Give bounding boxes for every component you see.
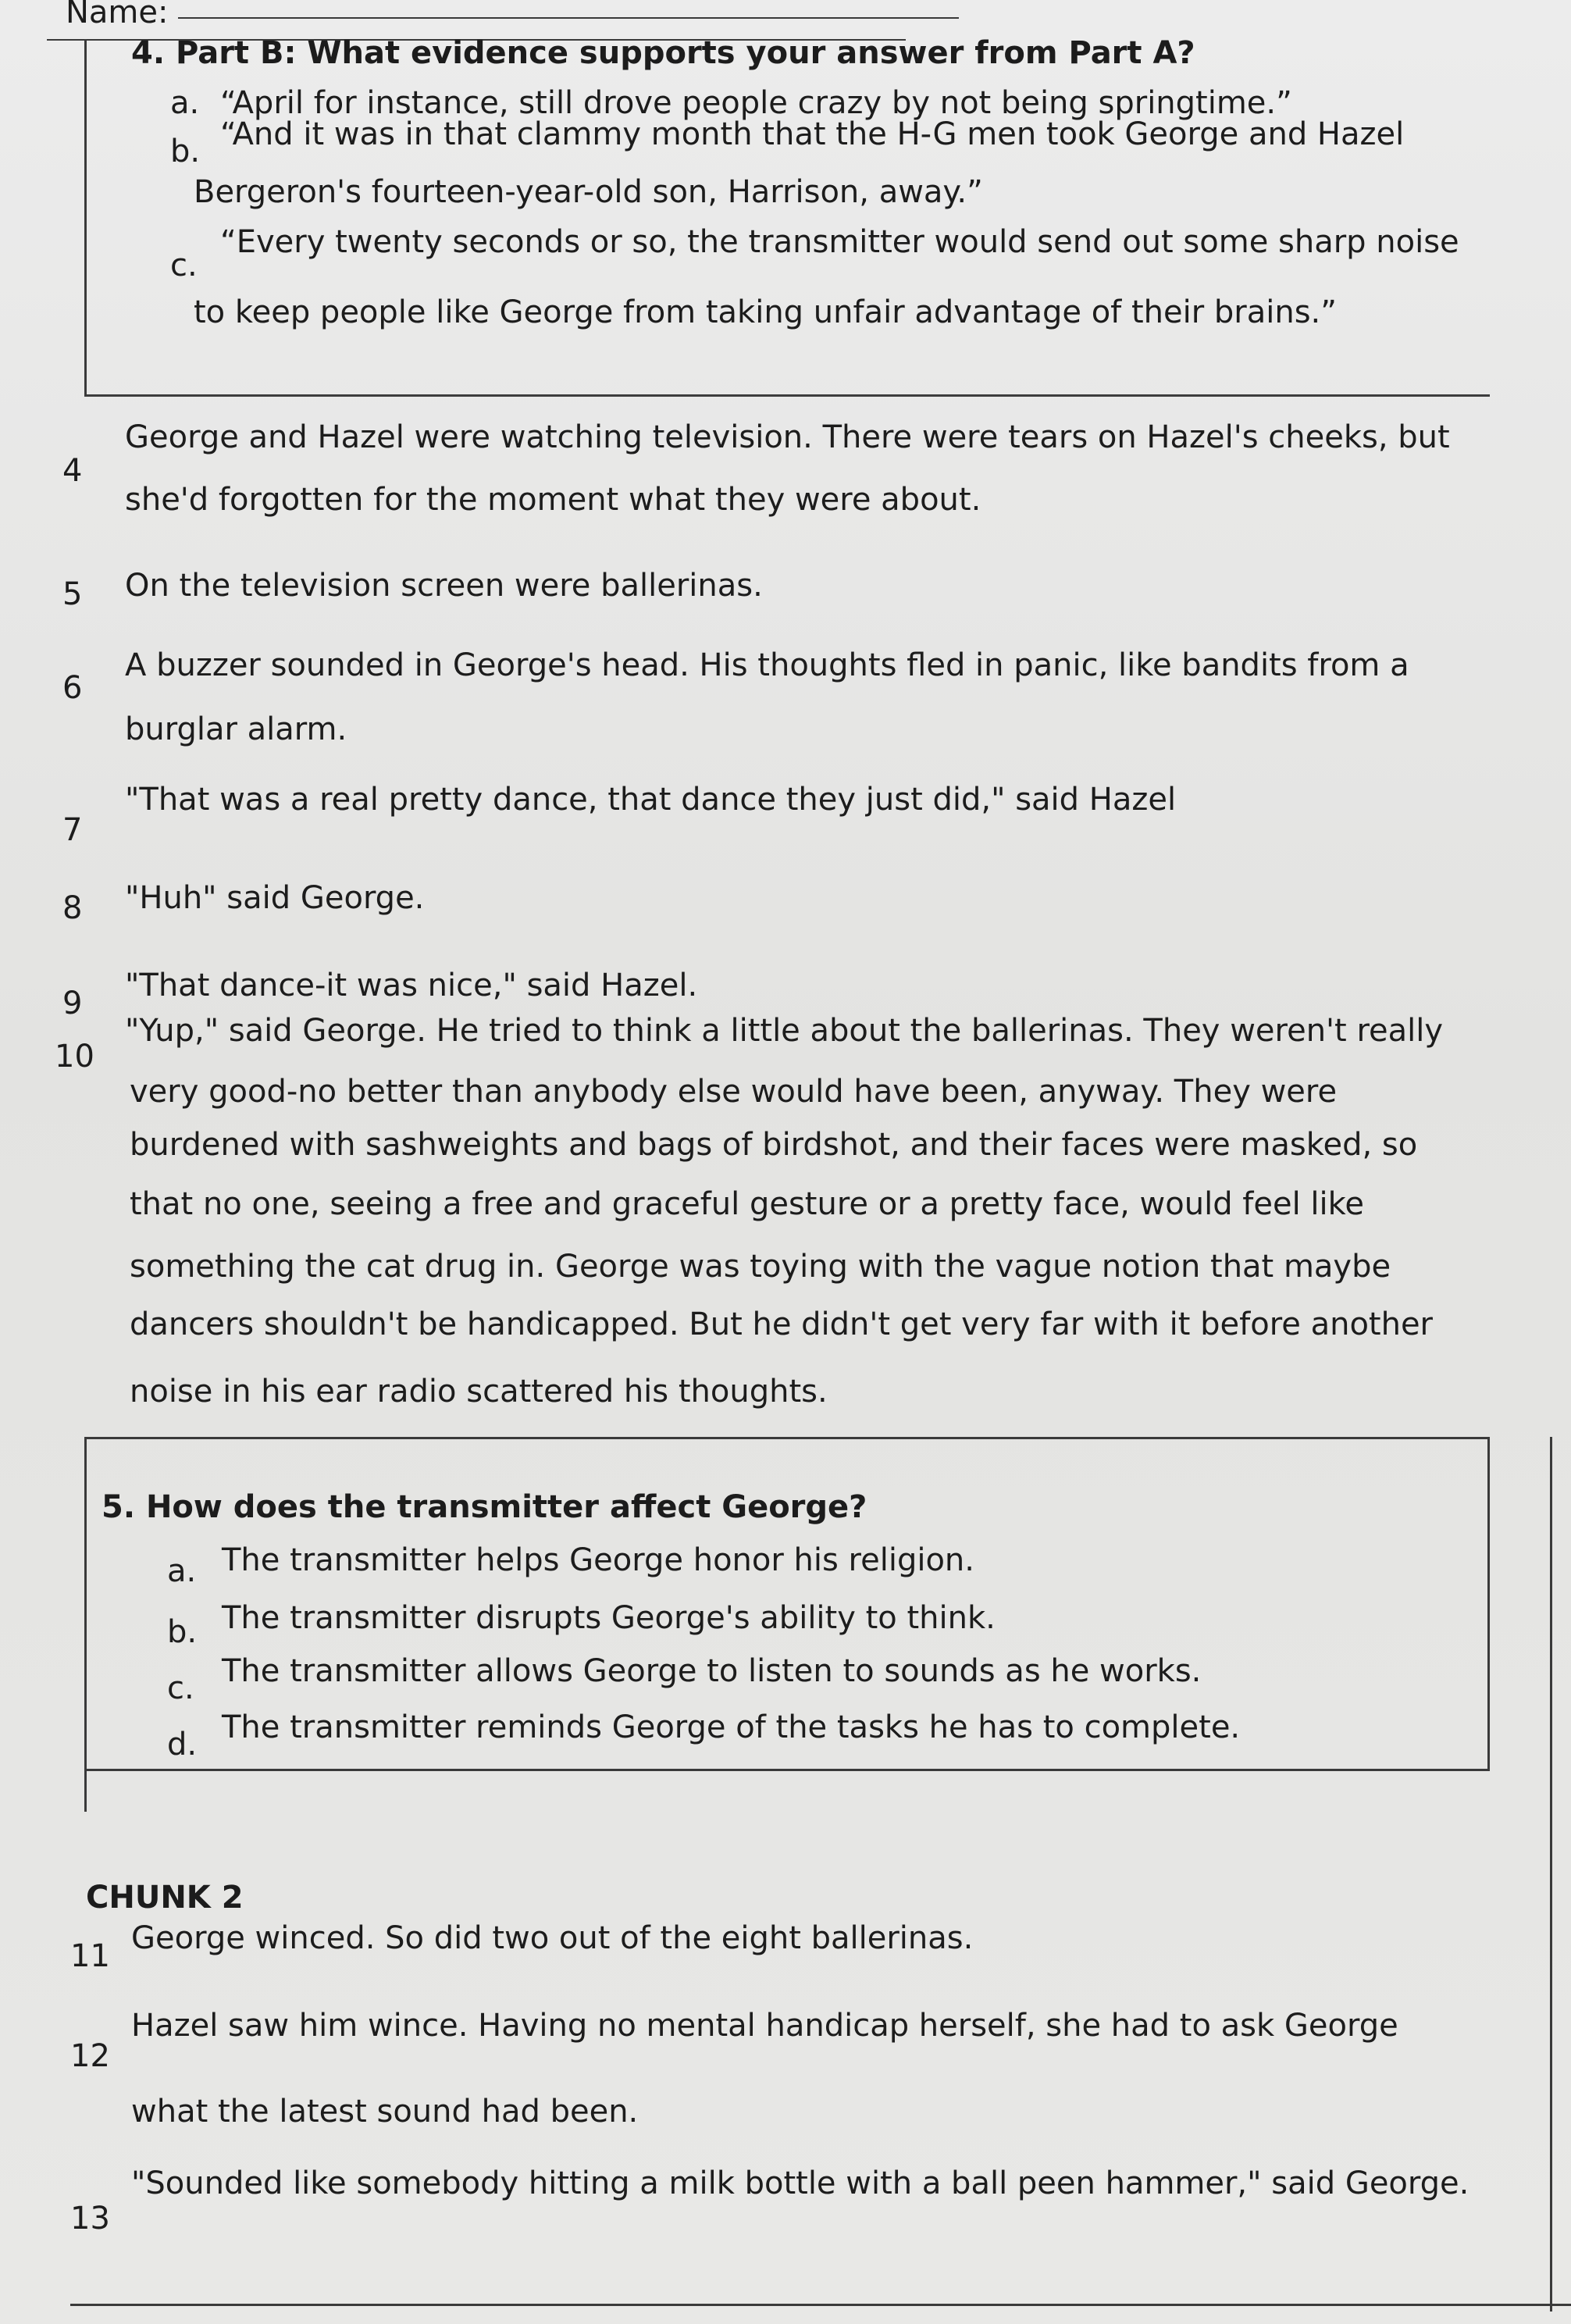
paragraph-text: what the latest sound had been. [131, 2094, 639, 2130]
q5-option-a-letter: a. [167, 1553, 197, 1589]
question-5-left-border [84, 1437, 87, 1812]
para-number: 4 [62, 453, 83, 489]
para-number: 12 [70, 2038, 110, 2074]
question-5-right-border [1487, 1437, 1490, 1769]
para-number: 7 [62, 812, 83, 848]
para-number: 5 [62, 576, 83, 612]
paragraph-text: George winced. So did two out of the eight ballerinas. [131, 1920, 974, 1956]
para-number: 6 [62, 670, 83, 706]
q5-option-a-text: The transmitter helps George honor his religion. [222, 1542, 974, 1578]
name-label: Name: [66, 0, 169, 30]
paragraph-text: A buzzer sounded in George's head. His thoughts fled in panic, like bandits from a [125, 647, 1409, 683]
paragraph-text: burdened with sashweights and bags of birdshot, and their faces were masked, so [130, 1127, 1418, 1163]
q4-option-b-text-line1: “And it was in that clammy month that the H-G men took George and Hazel [220, 116, 1405, 152]
q5-option-b-text: The transmitter disrupts George's ability to think. [222, 1600, 996, 1636]
q4-option-c-text-line1: “Every twenty seconds or so, the transmitter would send out some sharp noise [220, 224, 1459, 260]
paragraph-text: George and Hazel were watching television. There were tears on Hazel's cheeks, but [125, 419, 1450, 455]
paragraph-text: "Huh" said George. [125, 880, 425, 916]
question-5-top-border [84, 1437, 1490, 1439]
q4-option-a-letter: a. [170, 85, 200, 121]
paragraph-text: Hazel saw him wince. Having no mental handicap herself, she had to ask George [131, 2008, 1398, 2044]
question-5-title: 5. How does the transmitter affect George? [102, 1489, 867, 1525]
bottom-rule [70, 2304, 1571, 2306]
page-right-border [1550, 1437, 1552, 2312]
para-number: 13 [70, 2201, 110, 2237]
q4-option-c-text-line2: to keep people like George from taking unfair advantage of their brains.” [194, 294, 1337, 330]
q5-option-c-letter: c. [167, 1670, 194, 1706]
paragraph-text: "Sounded like somebody hitting a milk bottle with a ball peen hammer," said George. [131, 2165, 1469, 2201]
paragraph-text: On the television screen were ballerinas. [125, 568, 763, 604]
name-underline [178, 17, 959, 19]
para-number: 9 [62, 986, 83, 1021]
q5-option-b-letter: b. [167, 1614, 198, 1650]
paragraph-text: "That dance-it was nice," said Hazel. [125, 968, 698, 1003]
para-number: 8 [62, 890, 83, 926]
paragraph-text: burglar alarm. [125, 711, 347, 747]
q4-option-a-text: “April for instance, still drove people crazy by not being springtime.” [220, 85, 1292, 121]
q5-option-d-letter: d. [167, 1727, 198, 1763]
paragraph-text: "Yup," said George. He tried to think a little about the ballerinas. They weren't really [125, 1013, 1444, 1049]
q4-option-b-text-line2: Bergeron's fourteen-year-old son, Harrison, away.” [194, 174, 983, 210]
paragraph-text: dancers shouldn't be handicapped. But he didn't get very far with it before another [130, 1306, 1434, 1342]
q4-option-c-letter: c. [170, 248, 198, 283]
q4-option-b-letter: b. [170, 134, 201, 169]
paragraph-text: something the cat drug in. George was toying with the vague notion that maybe [130, 1249, 1391, 1285]
para-number: 11 [70, 1938, 110, 1974]
para-number: 10 [55, 1039, 94, 1075]
chunk-2-heading: CHUNK 2 [86, 1880, 244, 1916]
paragraph-text: "That was a real pretty dance, that dance they just did," said Hazel [125, 782, 1177, 818]
q5-option-c-text: The transmitter allows George to listen to sounds as he works. [222, 1653, 1202, 1689]
question-5-bottom-border [84, 1769, 1490, 1771]
question-4-title: 4. Part B: What evidence supports your answer from Part A? [131, 35, 1195, 71]
paragraph-text: that no one, seeing a free and graceful gesture or a pretty face, would feel like [130, 1186, 1364, 1222]
question-4-left-border [84, 41, 87, 396]
paragraph-text: very good-no better than anybody else would have been, anyway. They were [130, 1074, 1338, 1110]
paragraph-text: noise in his ear radio scattered his thoughts. [130, 1374, 828, 1410]
q5-option-d-text: The transmitter reminds George of the tasks he has to complete. [222, 1709, 1241, 1745]
paragraph-text: she'd forgotten for the moment what they were about. [125, 482, 981, 518]
